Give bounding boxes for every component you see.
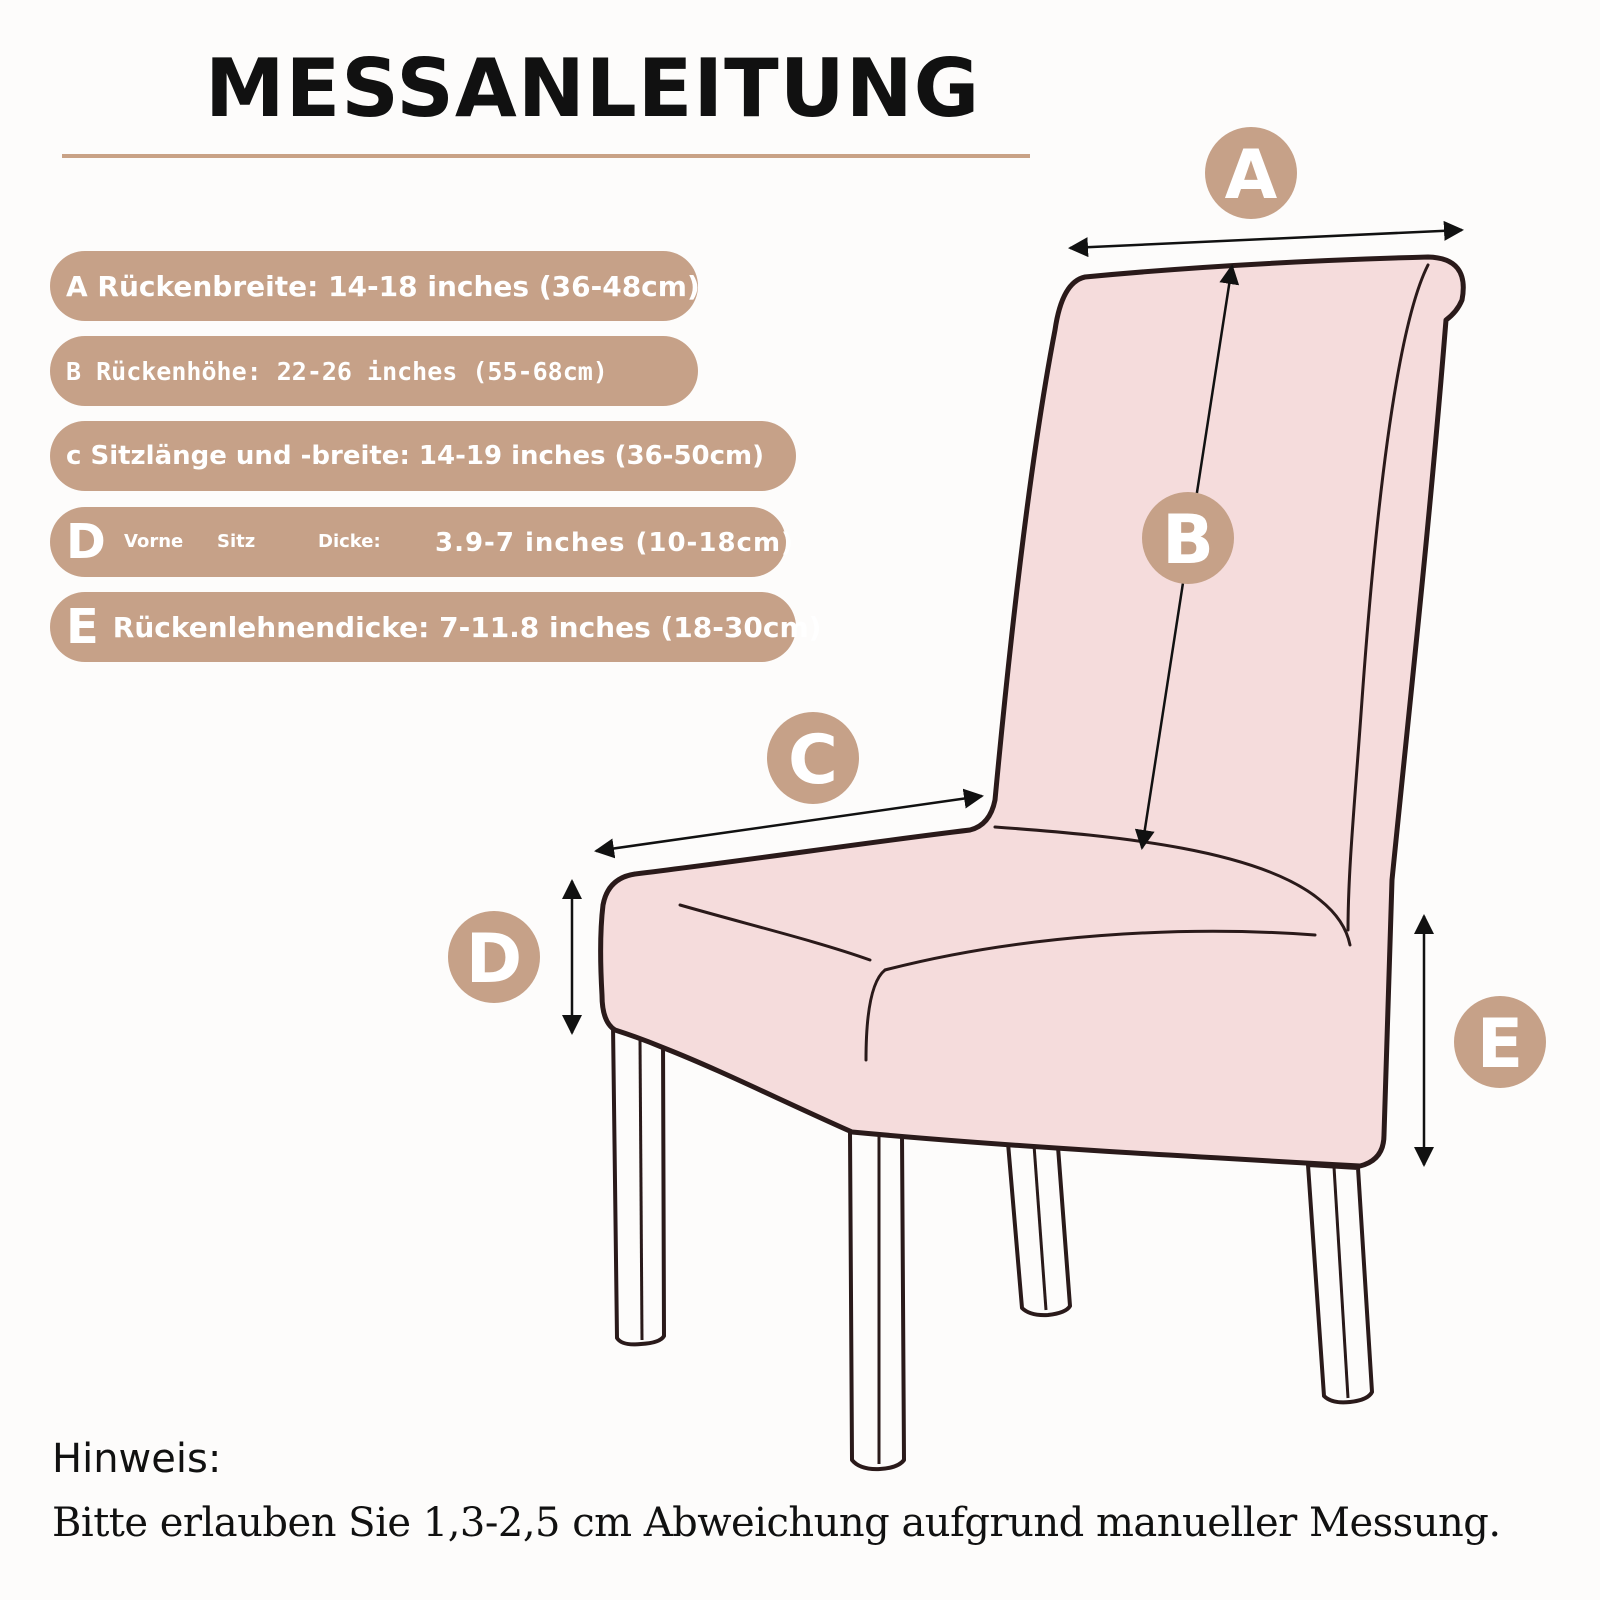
badge-b-label: B xyxy=(1162,501,1214,580)
leg-front-left xyxy=(613,1025,664,1344)
note-label: Hinweis: xyxy=(52,1436,222,1482)
badge-d-label: D xyxy=(465,920,523,999)
arrow-a xyxy=(1070,230,1462,248)
leg-front-right xyxy=(850,1132,904,1469)
measurement-c-text: c Sitzlänge und -breite: 14-19 inches (36-50cm) xyxy=(66,441,765,471)
badge-c xyxy=(767,712,859,804)
measurement-b-text: B Rückenhöhe: 22-26 inches (55-68cm) xyxy=(66,356,608,386)
badge-a xyxy=(1205,127,1297,219)
chair-body xyxy=(601,257,1464,1166)
badge-b xyxy=(1142,492,1234,584)
measurement-d-value: 3.9-7 inches (10-18cm) xyxy=(435,528,794,558)
measurement-d-part2: Sitz xyxy=(217,531,256,552)
measurement-a-text: A Rückenbreite: 14-18 inches (36-48cm) xyxy=(66,269,700,303)
badge-d xyxy=(448,911,540,1003)
measurement-d-part3: Dicke: xyxy=(318,531,381,552)
note-text: Bitte erlauben Sie 1,3-2,5 cm Abweichung aufgrund manueller Messung. xyxy=(52,1500,1501,1546)
measurement-d-part1: Vorne xyxy=(124,531,184,552)
badge-e-label: E xyxy=(1476,1005,1524,1084)
measurement-e-letter: E xyxy=(66,599,99,655)
page-title: MESSANLEITUNG xyxy=(205,42,981,135)
badge-c-label: C xyxy=(788,721,838,800)
measurement-e-text: Rückenlehnendicke: 7-11.8 inches (18-30cm) xyxy=(112,610,822,644)
measurement-d-letter: D xyxy=(66,514,106,570)
badge-e xyxy=(1454,996,1546,1088)
badge-a-label: A xyxy=(1224,136,1278,215)
